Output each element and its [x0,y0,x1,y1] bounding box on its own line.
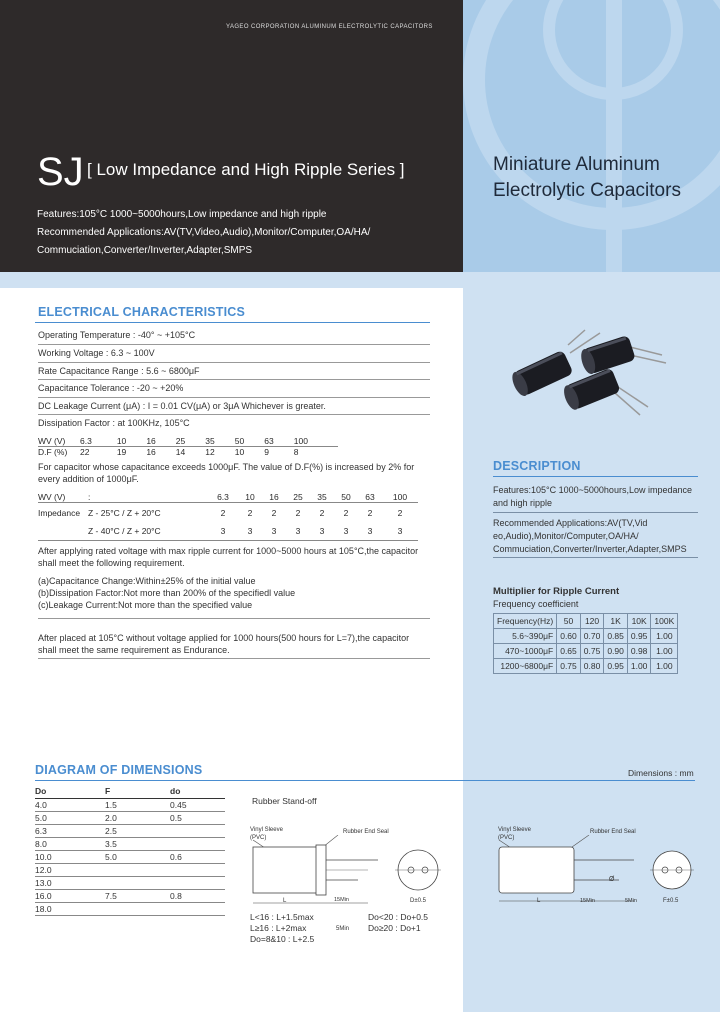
dimension-header-cell: Do [35,785,105,798]
length-rule-3: Do=8&10 : L+2.5 [250,934,315,944]
capacitor-image-2 [578,335,666,376]
dimension-cell: 0.8 [170,889,225,902]
standard-drawing [494,835,644,910]
imp-wv-cell: 6.3 [217,492,229,502]
dimension-cell: 5.0 [35,811,105,824]
dimension-row [35,863,225,876]
imp-label: Impedance [38,507,81,518]
ripple-row [494,644,678,659]
dimension-cell [170,824,225,837]
ripple-cell: 0.98 [627,644,651,659]
row-divider [38,344,430,345]
ripple-cell: 1.00 [651,629,678,644]
ripple-header-cell: 100K [651,614,678,629]
header-blue-panel [463,0,720,272]
dimension-cell [105,902,170,915]
end-view-drawing-right [648,845,696,905]
impedance-table [38,492,418,541]
diameter-rule-2: Do≥20 : Do+1 [368,923,421,933]
leakage-current: DC Leakage Current (μA) : I = 0.01 CV(μA) or 3μA Whichever is greater. [38,401,326,411]
ripple-cell: 0.95 [627,629,651,644]
rubber-end-seal-label-right: Rubber End Seal [590,829,636,835]
dimension-cell [170,863,225,876]
imp-row2-cell: 3 [319,526,325,537]
series-code: SJ [37,150,84,194]
title-line-1: Miniature Aluminum [493,154,660,175]
ripple-cell: 0.90 [604,644,628,659]
imp-wv-cell: 25 [293,492,303,502]
vinyl-sleeve-text: Vinyl Sleeve [498,827,531,833]
dim-do-label: D±0.5 [410,898,426,904]
df-wv-cell: 63 [264,436,274,446]
dimension-header-row [35,785,225,798]
imp-row1-cell: 2 [295,507,301,518]
impedance-row-2 [38,523,418,541]
shelf-line-2: shall meet the same requirement as Endurance. [38,645,230,655]
row-divider [38,362,430,363]
dimension-cell: 12.0 [35,863,105,876]
imp-wv-cell: 35 [317,492,327,502]
dim-5min-label: 5Min [336,926,350,932]
imp-wv-cell: 10 [245,492,255,502]
imp-row1-cell: 2 [343,507,349,518]
df-value-cell: 9 [264,447,269,457]
ripple-cell: 1.00 [651,659,678,674]
ripple-cell: 1200~6800μF [494,659,557,674]
dim-l-label: L [283,898,287,904]
dimension-row [35,902,225,915]
applications-line-2: Commuciation,Converter/Inverter,Adapter,SMPS [37,245,253,256]
dimensions-heading: DIAGRAM OF DIMENSIONS [35,763,203,777]
df-label: D.F (%) [38,447,68,457]
imp-wv-label: WV (V) [38,492,66,502]
dimension-cell: 7.5 [105,889,170,902]
row-divider [38,397,430,398]
dimension-cell: 2.0 [105,811,170,824]
title-line-2: Electrolytic Capacitors [493,180,681,201]
ripple-cell: 0.85 [604,629,628,644]
desc-features-line-1: Features:105°C 1000~5000hours,Low impedance [493,485,692,495]
impedance-wv-row [38,492,418,503]
df-value-cell: 16 [146,447,156,457]
vent-symbol: Ø [609,876,615,883]
description-heading: DESCRIPTION [493,459,581,473]
capacitor-image-3 [561,367,648,415]
requirement-b: (b)Dissipation Factor:Not more than 200% of the specifiedl value [38,588,296,598]
section-divider [35,780,695,781]
df-value-cell: 19 [116,447,127,457]
dimension-cell: 4.0 [35,798,105,811]
dimension-cell [170,902,225,915]
standoff-drawing [248,835,388,910]
dimension-cell: 0.5 [170,811,225,824]
ripple-cell: 1.00 [651,644,678,659]
imp-row2-cell: 3 [343,526,349,537]
length-rule-1: L<16 : L+1.5max [250,912,314,922]
dimension-row [35,811,225,824]
features-text: Features:105°C 1000~5000hours,Low impedance and high ripple [37,209,327,220]
ripple-header-cell: 10K [627,614,651,629]
series-name: [ Low Impedance and High Ripple Series ] [87,160,405,179]
imp-wv-colon: : [88,492,91,502]
dimension-cell: 1.5 [105,798,170,811]
ripple-cell: 0.60 [557,629,581,644]
ripple-cell: 0.65 [557,644,581,659]
imp-wv-cell: 63 [365,492,375,502]
imp-row1-cell: 2 [247,507,253,518]
dimension-cell: 5.0 [105,850,170,863]
ripple-cell: 0.75 [580,644,604,659]
imp-wv-cell: 16 [269,492,279,502]
dimension-cell: 0.6 [170,850,225,863]
pvc-text: (PVC) [250,835,267,841]
dimension-cell: 10.0 [35,850,105,863]
row-divider [493,512,698,513]
ripple-header-cell: Frequency(Hz) [494,614,557,629]
shelf-line-1: After placed at 105°C without voltage applied for 1000 hours(500 hours for L=7),the capacitor [38,633,410,643]
endurance-line-2: shall meet the following requirement. [38,558,185,568]
ripple-cell: 470~1000μF [494,644,557,659]
dimension-cell [105,876,170,889]
length-rule-2: L≥16 : L+2max [250,923,307,933]
description-applications [493,517,698,556]
df-wv-cell: 10 [116,436,127,446]
df-table [38,436,338,457]
df-value-cell: 22 [80,447,90,457]
imp-row1-cell: 2 [319,507,325,518]
imp-row1-cell: 2 [397,507,403,518]
dimension-row [35,850,225,863]
df-value-cell: 12 [205,447,215,457]
desc-apps-line-1: Recommended Applications:AV(TV,Vid [493,518,648,528]
imp-row2-cell: 3 [220,526,226,537]
desc-features-line-2: and high ripple [493,498,553,508]
endurance-text [38,545,438,569]
imp-row1-label: Z - 25°C / Z + 20°C [88,507,161,518]
capacitance-tolerance: Capacitance Tolerance : -20 ~ +20% [38,383,184,393]
impedance-row-1 [38,503,418,523]
ripple-cell: 0.75 [557,659,581,674]
capacitance-range: Rate Capacitance Range : 5.6 ~ 6800μF [38,366,200,376]
dimension-row [35,798,225,811]
imp-wv-cell: 100 [392,492,408,502]
dimension-cell: 0.45 [170,798,225,811]
dimension-header-cell: do [170,785,225,798]
imp-row1-cell: 2 [271,507,277,518]
dimension-row [35,889,225,902]
df-wv-cell: 50 [234,436,245,446]
df-value-cell: 8 [293,447,299,457]
applications-line-1: Recommended Applications:AV(TV,Video,Audio),Monitor/Computer,OA/HA/ [37,227,371,238]
ripple-header-cell: 1K [604,614,628,629]
endurance-requirements [38,575,295,611]
dimension-row [35,876,225,889]
dim-f-label: F±0.5 [663,898,679,904]
ripple-cell: 0.70 [580,629,604,644]
row-divider [38,379,430,380]
df-wv-row [38,436,338,447]
imp-row2-cell: 3 [271,526,277,537]
end-view-drawing-left [390,845,445,905]
requirement-a: (a)Capacitance Change:Within±25% of the initial value [38,576,256,586]
dimension-cell [170,837,225,850]
imp-row2-cell: 3 [295,526,301,537]
length-rules [250,912,314,945]
dim-15min-label: 15Min [334,897,349,903]
shelf-life-text [38,632,438,656]
dimension-cell: 13.0 [35,876,105,889]
ripple-subtitle: Frequency coefficient [493,599,579,609]
ripple-row [494,629,678,644]
endurance-line-1: After applying rated voltage with max ripple current for 1000~5000 hours at 105°C,the capacitor [38,546,419,556]
header-strip [0,272,720,288]
page-title [493,152,681,204]
imp-row2-cell: 3 [397,526,403,537]
description-features [493,484,698,510]
df-value-cell: 14 [175,447,186,457]
operating-temperature: Operating Temperature : -40° ~ +105°C [38,330,196,340]
corporation-line: YAGEO CORPORATION ALUMINUM ELECTROLYTIC CAPACITORS [226,24,433,30]
df-wv-cell: 100 [293,436,308,446]
electrical-heading: ELECTRICAL CHARACTERISTICS [38,305,246,319]
ripple-title: Multiplier for Ripple Current [493,586,620,597]
pvc-text: (PVC) [498,835,515,841]
desc-apps-line-2: eo,Audio),Monitor/Computer,OA/HA/ [493,531,639,541]
df-value-cell: 10 [234,447,245,457]
capacitor-photo [490,325,680,425]
imp-wv-cell: 50 [341,492,351,502]
dimension-cell [105,863,170,876]
dimension-row [35,824,225,837]
dim-15min-label: 15Min [580,898,595,904]
row-divider [493,557,698,558]
imp-row1-cell: 2 [220,507,226,518]
ripple-cell: 0.95 [604,659,628,674]
dimensions-unit-note: Dimensions : mm [628,768,694,778]
ripple-cell: 0.80 [580,659,604,674]
df-values-row [38,447,338,458]
diameter-rule-1: Do<20 : Do+0.5 [368,912,429,922]
ripple-cell: 5.6~390μF [494,629,557,644]
imp-row2-label: Z - 40°C / Z + 20°C [88,526,161,537]
section-divider [493,476,698,477]
header-features [37,206,457,260]
imp-empty [38,523,88,541]
ripple-header-cell: 120 [580,614,604,629]
dim-l-label: L [537,898,541,904]
imp-row2-cell: 3 [367,526,373,537]
dimension-cell: 16.0 [35,889,105,902]
dimension-cell [170,876,225,889]
dimension-row [35,837,225,850]
df-wv-cell: 25 [175,436,186,446]
dimension-table [35,785,225,916]
decorative-bar [606,0,622,272]
dimension-cell: 8.0 [35,837,105,850]
ripple-header-row [494,614,678,629]
dimension-header-cell: F [105,785,170,798]
dim-5min-label: 5Min [625,898,637,904]
df-note: For capacitor whose capacitance exceeds 1000μF. The value of D.F(%) is increased by 2% for every addition of 1000μF. [38,462,415,484]
dissipation-factor: Dissipation Factor : at 100KHz, 105°C [38,418,190,428]
df-wv-label: WV (V) [38,436,66,446]
imp-row2-cell: 3 [247,526,253,537]
df-wv-cell: 16 [146,436,156,446]
dimension-cell: 6.3 [35,824,105,837]
diameter-rules [368,912,428,934]
rubber-standoff-label: Rubber Stand-off [252,796,317,806]
section-divider [35,322,430,323]
row-divider [38,618,430,619]
working-voltage: Working Voltage : 6.3 ~ 100V [38,348,155,358]
ripple-row [494,659,678,674]
dimension-cell: 18.0 [35,902,105,915]
requirement-c: (c)Leakage Current:Not more than the specified value [38,600,253,610]
row-divider [38,658,430,659]
ripple-cell: 1.00 [627,659,651,674]
rubber-end-seal-label-left: Rubber End Seal [343,829,389,835]
ripple-table [493,613,678,674]
dimension-cell: 2.5 [105,824,170,837]
row-divider [38,414,430,415]
df-wv-cell: 6.3 [80,436,92,446]
dimension-cell: 3.5 [105,837,170,850]
ripple-header-cell: 50 [557,614,581,629]
df-wv-cell: 35 [205,436,215,446]
vinyl-sleeve-text: Vinyl Sleeve [250,827,283,833]
imp-row1-cell: 2 [367,507,373,518]
desc-apps-line-3: Commuciation,Converter/Inverter,Adapter,SMPS [493,544,687,554]
